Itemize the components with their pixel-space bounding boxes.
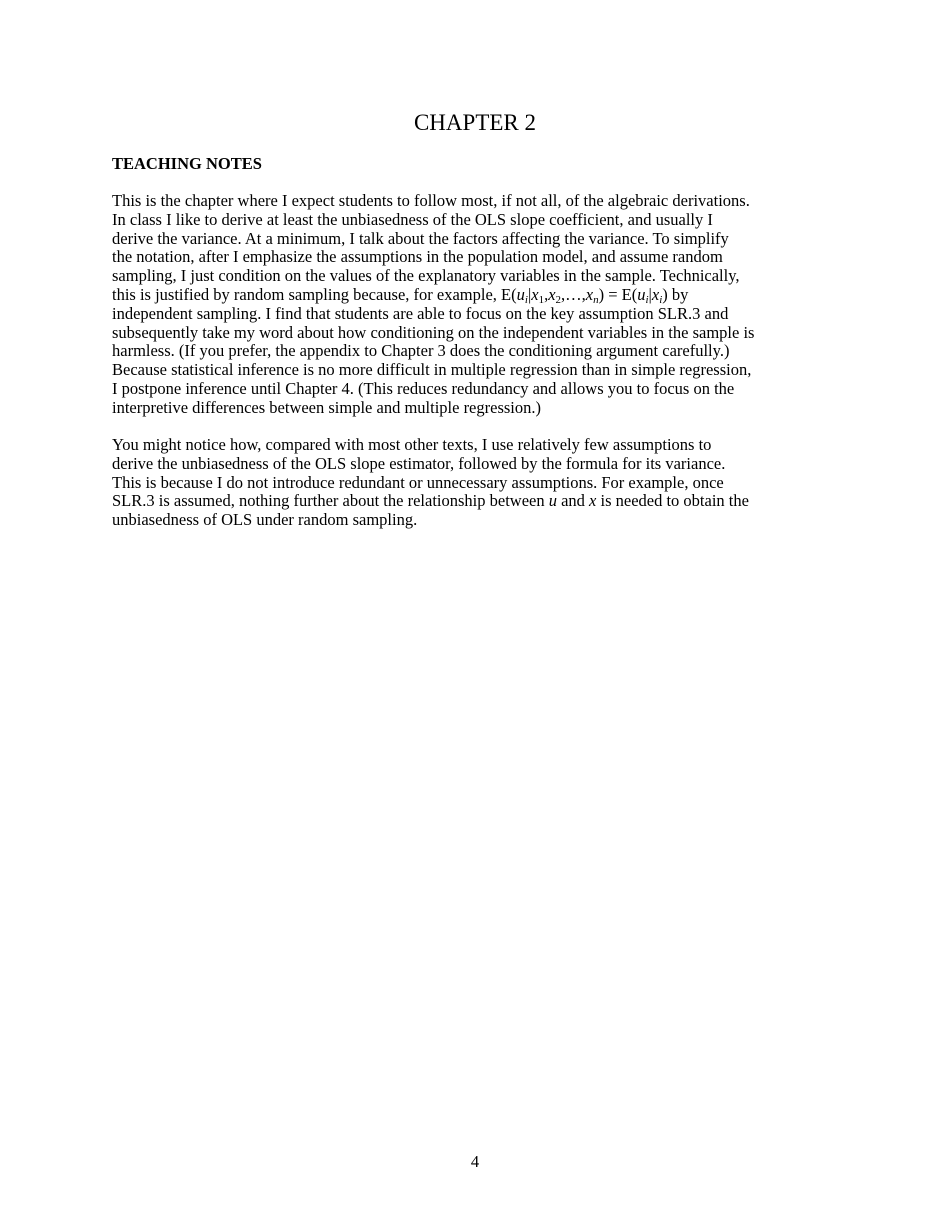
paragraph-1 [112,192,852,418]
text-fragment: SLR.3 is assumed, nothing further about the relationship between [112,491,549,511]
formula-sub: i [645,293,649,306]
formula-var: u [637,284,646,304]
text-fragment: and [556,491,590,511]
formula-sub: 1 [538,293,545,306]
text-line-with-formula [112,286,852,305]
text-fragment: is needed to obtain the [596,491,749,511]
formula-bar: | [527,284,532,304]
text-fragment: ) by [662,284,689,304]
formula-sub: i [659,293,663,306]
text-line-with-vars [112,492,852,511]
text-line: I postpone inference until Chapter 4. (This reduces redundancy and allows you to focus on the [112,378,735,398]
text-line: subsequently take my word about how conditioning on the independent variables in the sample is [112,322,755,342]
text-line: harmless. (If you prefer, the appendix to Chapter 3 does the conditioning argument carefully.) [112,341,730,361]
formula-sub: n [593,293,599,306]
formula-var: x [585,284,594,304]
text-line: unbiasedness of OLS under random sampling. [112,510,418,530]
italic-var: x [589,491,597,511]
text-line: interpretive differences between simple and multiple regression.) [112,397,541,417]
text-line: derive the variance. At a minimum, I talk about the factors affecting the variance. To simplify [112,228,729,248]
text-line: In class I like to derive at least the unbiasedness of the OLS slope coefficient, and usually I [112,209,713,229]
formula-sub: i [524,293,528,306]
formula-sub: 2 [555,293,562,306]
text-line: sampling, I just condition on the values of the explanatory variables in the sample. Technically, [112,266,740,286]
formula-eq: ) = E( [598,284,638,304]
section-heading: TEACHING NOTES [112,154,262,173]
formula-sep: , [544,284,549,304]
formula-var: u [516,284,525,304]
text-line: This is because I do not introduce redundant or unnecessary assumptions. For example, once [112,472,724,492]
formula-bar: | [648,284,652,304]
formula-var: x [651,284,660,304]
formula-var: x [531,284,539,304]
text-line: You might notice how, compared with most other texts, I use relatively few assumptions to [112,435,712,454]
formula-ellipsis: ,…, [561,284,586,304]
text-line: independent sampling. I find that students are able to focus on the key assumption SLR.3 and [112,303,729,323]
text-line: This is the chapter where I expect students to follow most, if not all, of the algebraic derivations. [112,191,750,210]
paragraph-2 [112,436,852,530]
text-line: Because statistical inference is no more difficult in multiple regression than in simple regression, [112,360,752,380]
text-line: derive the unbiasedness of the OLS slope estimator, followed by the formula for its variance. [112,453,726,473]
italic-var: u [548,491,557,511]
text-line: the notation, after I emphasize the assumptions in the population model, and assume random [112,247,723,267]
text-fragment: this is justified by random sampling because, for example, E( [112,284,517,304]
formula [517,285,663,304]
page-number: 4 [470,1152,480,1171]
formula-var: x [548,284,556,304]
chapter-title: CHAPTER 2 [413,110,537,135]
